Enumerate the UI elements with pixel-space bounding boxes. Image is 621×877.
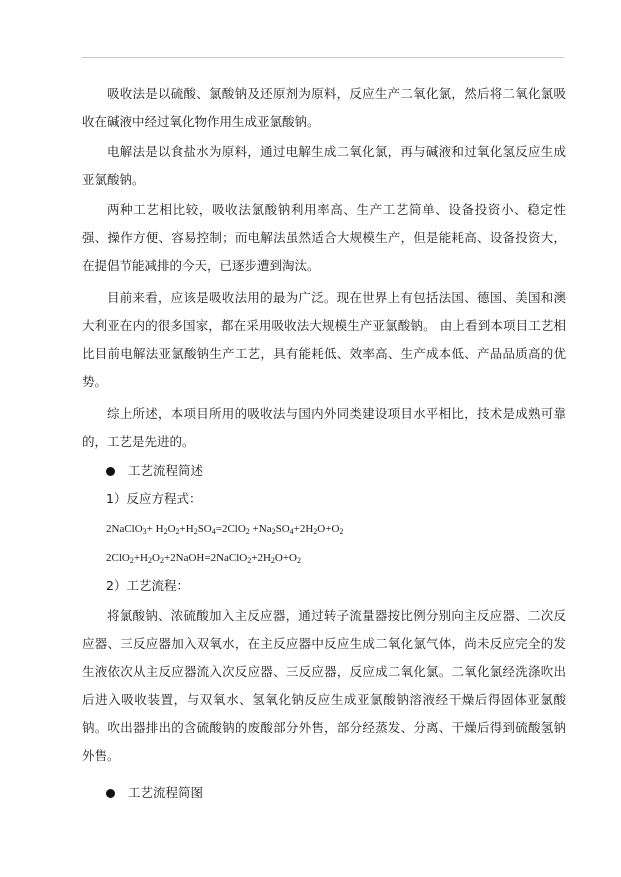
paragraph-absorption-method: 吸收法是以硫酸、氯酸钠及还原剂为原料，反应生产二氧化氯，然后将二氧化氯吸收在碱液中经过氧化物作用生成亚氯酸钠。 xyxy=(82,86,566,129)
paragraph-electrolysis-method: 电解法是以食盐水为原料，通过电解生成二氧化氯，再与碱液和过氧化氢反应生成亚氯酸钠。 xyxy=(82,144,566,187)
subheading-reaction-equations: 1）反应方程式： xyxy=(106,491,202,506)
equation-2: $2ClO_2+H_2O_2+2NaOH=2NaClO_2+2H_2O+O_2$ xyxy=(106,552,301,565)
bullet-dot-icon xyxy=(106,789,115,798)
paragraph-summary: 综上所述，本项目所用的吸收法与国内外同类建设项目水平相比，技术是成熟可靠的，工艺是先进的。 xyxy=(82,406,566,449)
section-heading-process-diagram xyxy=(106,783,203,803)
paragraph-current-status: 目前来看，应该是吸收法用的最为广泛。现在世界上有包括法国、德国、美国和澳大利亚在内的很多国家，都在采用吸收法大规模生产亚氯酸钠。 由上看到本项目工艺相比目前电解法亚氯酸钠生产工艺，具有能耗低、效率高、生产成本低、产品品质高的优势。 xyxy=(82,290,566,389)
paragraph-comparison: 两种工艺相比较，吸收法氯酸钠利用率高、生产工艺简单、设备投资小、稳定性强、操作方便、容易控制；而电解法虽然适合大规模生产，但是能耗高、设备投资大，在提倡节能减排的今天，已逐步遭到淘汰。 xyxy=(82,202,566,273)
subheading-process-flow: 2）工艺流程： xyxy=(106,578,189,593)
equation-1: 2NaClO$_3$+ $H_2O_2+H_2SO_4=2ClO_2 +Na_2SO_4+2H_2O+O_2$ xyxy=(106,523,344,536)
header-rule xyxy=(82,57,564,58)
section-heading-text: 工艺流程简述 xyxy=(128,463,204,478)
bullet-dot-icon xyxy=(106,467,115,476)
section-heading-process-description xyxy=(106,461,203,481)
section-heading-text: 工艺流程简图 xyxy=(128,785,204,800)
paragraph-process-flow: 将氯酸钠、浓硫酸加入主反应器，通过转子流量器按比例分别向主反应器、二次反应器、三反应器加入双氧水，在主反应器中反应生成二氧化氯气体，尚未反应完全的发生液依次从主反应器流入次反应器、三反应器，反应成二氧化氯。二氧化氯经洗涤吹出后进入吸收装置，与双氧水、氢氧化钠反应生成亚氯酸钠溶液经干燥后得固体亚氯酸钠。吹出器排出的含硫酸钠的废酸部分外售，部分经蒸发、分离、干燥后得到硫酸氢钠外售。 xyxy=(82,608,566,763)
